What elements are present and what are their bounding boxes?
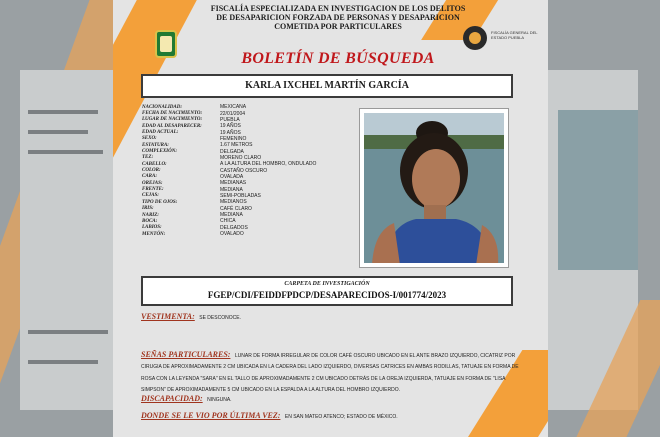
description-label: CABELLO: [142, 161, 167, 167]
vestimenta-section [141, 311, 521, 322]
physical-description-list [142, 104, 362, 237]
discapacidad-section [141, 393, 521, 404]
agency-line-1: FISCALÍA ESPECIALIZADA EN INVESTIGACION DE LOS DELITOS [210, 4, 466, 13]
description-label: ESTATURA: [142, 142, 169, 148]
description-value: OVALADA [220, 173, 244, 180]
description-label: NACIONALIDAD: [142, 104, 183, 110]
ultima-vez-text: EN SAN MATEO ATENCO; ESTADO DE MÉXICO. [284, 414, 398, 420]
description-label: LUGAR DE NACIMIENTO: [142, 117, 203, 123]
description-value: MEDIANOS [220, 199, 247, 206]
description-value: FEMENINO [220, 135, 247, 142]
description-value: OVALADO [220, 231, 244, 238]
description-label: FECHA DE NACIMIENTO: [142, 111, 203, 117]
description-value: DELGADA [220, 148, 244, 155]
description-value: MEDIANA [220, 186, 243, 193]
description-value: MEDIANA [220, 212, 243, 219]
description-label: EDAD ACTUAL: [142, 130, 179, 136]
description-label: EDAD AL DESAPARECER: [142, 123, 202, 129]
description-value: CHICA [220, 218, 236, 225]
vestimenta-label: VESTIMENTA: [141, 312, 195, 321]
description-value: 19 AÑOS [220, 123, 241, 130]
photo-illustration [364, 113, 504, 263]
description-label: SEXO: [142, 136, 157, 142]
discapacidad-text: NINGUNA. [207, 397, 232, 403]
agency-line-3: COMETIDA POR PARTICULARES [274, 22, 402, 31]
description-label: BOCA: [142, 218, 158, 224]
missing-person-poster [113, 0, 548, 437]
state-seal-icon [155, 30, 177, 58]
fiscalia-logo-text: FISCALÍA GENERAL DEL ESTADO PUEBLA [491, 30, 538, 40]
description-label: CEJAS: [142, 193, 159, 199]
blurred-background-left [0, 0, 113, 437]
description-value: MEXICANA [220, 104, 247, 111]
ultima-vez-section [141, 410, 521, 421]
description-label: LABIOS: [142, 225, 162, 231]
description-label: IRIS: [142, 206, 154, 212]
description-value: CAFÉ CLARO [220, 205, 252, 212]
blurred-background-right [548, 0, 660, 437]
description-label: MENTÓN: [142, 231, 166, 237]
person-name: KARLA IXCHEL MARTÍN GARCÍA [141, 74, 513, 98]
description-label: TEZ: [142, 155, 154, 161]
description-value: CASTAÑO OSCURO [220, 167, 268, 174]
agency-header [208, 4, 468, 31]
person-photo [359, 108, 509, 268]
ultima-vez-label: DONDE SE LE VIO POR ÚLTIMA VEZ: [141, 411, 281, 420]
description-value: 19 AÑOS [220, 129, 241, 136]
senas-text: LUNAR DE FORMA IRREGULAR DE COLOR CAFÉ OSCURO UBICADO EN EL ANTE BRAZO IZQUIERDO, CICATRIZ POR CIRUGIA DE APROXIMADAMENTE 2 CM UBICADA EN LA CADERA DEL LADO IZQUIERDO, DIVERSAS CATRICES EN AMBAS RODILLAS, TATUAJE EN FORMA DE ROSA CON LA LEYENDA "SARA" EN EL TALLO DE APROXIMADAMENTE 2 CM UBICADO DETRÁS DE LA OREJA IZQUIERDA, TATUAJE EN FORMA DE "LISA SIMPSON" DE APROXIMADAMENTE 5 CM UBICADO EN LA ESPALDA A LA ALTURA DEL HOMBRO IZQUIERDO. [141, 353, 519, 393]
carpeta-investigacion-box [141, 276, 513, 306]
description-label: FRENTE: [142, 187, 164, 193]
description-label: TIPO DE OJOS: [142, 199, 178, 205]
description-value: MORENO CLARO [220, 154, 262, 161]
description-value: 22/01/2004 [220, 110, 246, 117]
poster-title: BOLETÍN DE BÚSQUEDA [241, 50, 435, 67]
description-value: DELGADOS [220, 224, 248, 231]
description-label: OREJAS: [142, 180, 163, 186]
description-label: COMPLEXIÓN: [142, 149, 178, 155]
description-value: MEDIANAS [220, 180, 247, 187]
vestimenta-text: SE DESCONOCE. [199, 315, 241, 321]
senas-label: SEÑAS PARTICULARES: [141, 350, 231, 359]
senas-section [141, 349, 521, 394]
description-value: PUEBLA [220, 116, 240, 123]
description-label: COLOR: [142, 168, 161, 174]
discapacidad-label: DISCAPACIDAD: [141, 394, 203, 403]
description-value: 1.67 METROS [220, 142, 253, 149]
carpeta-number: FGEP/CDI/FEIDDFPDCP/DESAPARECIDOS-I/001774/2023 [207, 290, 447, 300]
carpeta-label: CARPETA DE INVESTIGACIÓN [284, 281, 370, 287]
description-value: SEMI-POBLADAS [220, 192, 261, 199]
description-label: NARIZ: [142, 212, 159, 218]
description-label: CARA: [142, 174, 158, 180]
agency-line-2: DE DESAPARICION FORZADA DE PERSONAS Y DESAPARICION [216, 13, 460, 22]
description-row [142, 231, 362, 237]
description-value: A LA ALTURA DEL HOMBRO, ONDULADO [220, 161, 317, 168]
